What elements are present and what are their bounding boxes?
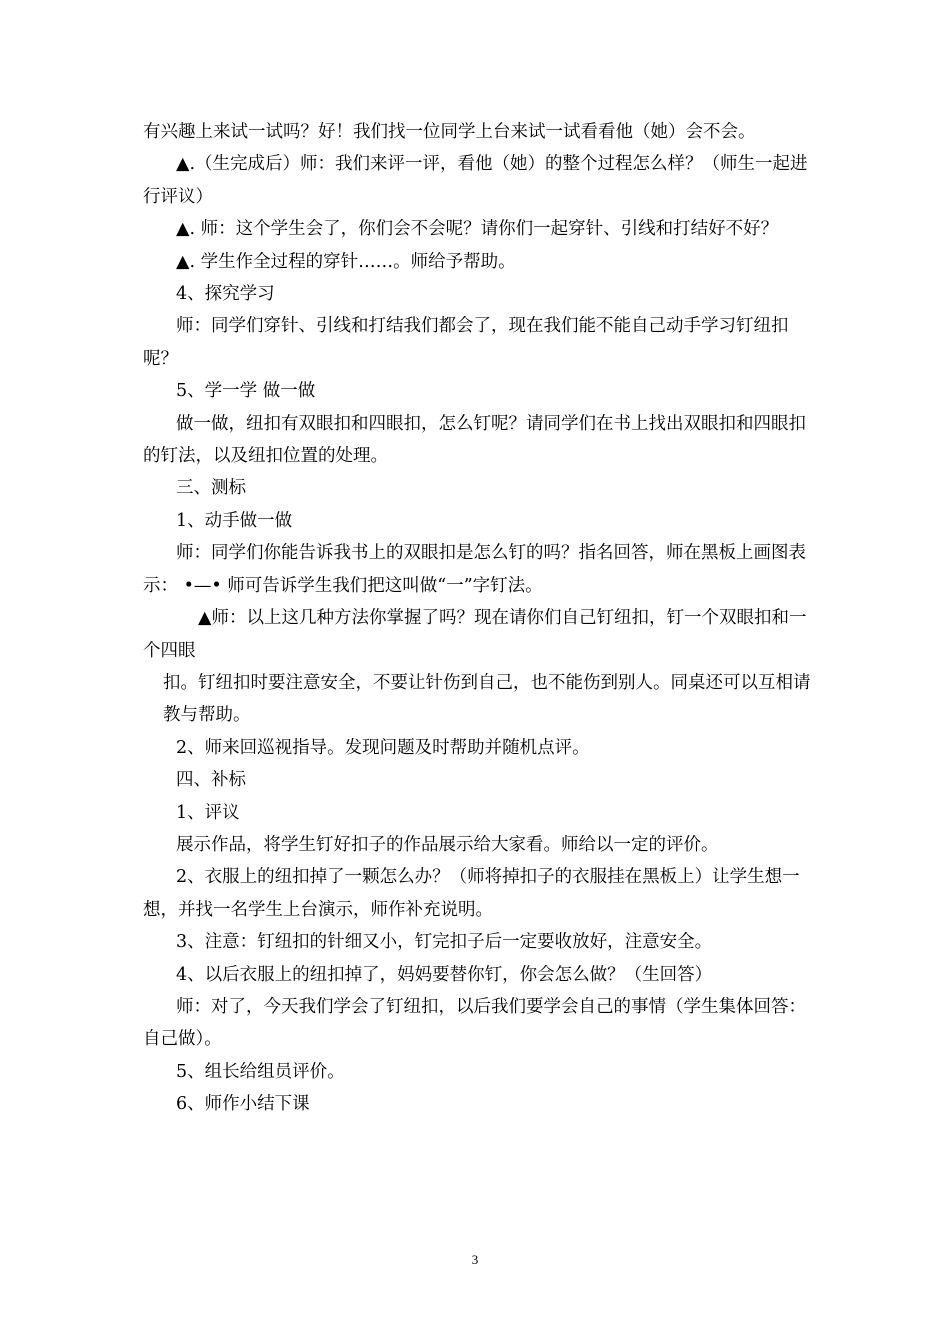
page-number: 3 [471,1252,479,1267]
document-body [143,116,811,1121]
heading-review: 1、评议 [176,802,240,823]
heading-section-three: 三、测标 [176,478,246,499]
heading-hands-on: 1、动手做一做 [176,510,293,531]
paragraph-explore: 师：同学们穿针、引线和打结我们都会了，现在我们能不能自己动手学习钉纽扣呢？ [143,316,789,369]
heading-explore: 4、探究学习 [176,284,275,305]
paragraph-conclusion: 师：对了，今天我们学会了钉纽扣，以后我们要学会自己的事情（学生集体回答：自己做）。 [143,996,806,1050]
paragraph-lost-button: 2、衣服上的纽扣掉了一颗怎么办？（师将掉扣子的衣服挂在黑板上）让学生想一想，并找一名学生上台演示，师作补充说明。 [143,867,800,920]
paragraph-needle-safety: 3、注意：钉纽扣的针细又小，钉完扣子后一定要收放好，注意安全。 [176,932,713,953]
heading-section-four: 四、补标 [176,770,246,791]
paragraph-threading-question: ▲. 师：这个学生会了，你们会不会呢？请你们一起穿针、引线和打结好不好？ [176,219,779,240]
paragraph-practice-instruction: ▲师：以上这几种方法你掌握了吗？现在请你们自己钉纽扣，钉一个双眼扣和一个四眼 [143,608,807,661]
heading-learn-do: 5、学一学 做一做 [176,381,316,402]
paragraph-show-works: 展示作品，将学生钉好扣子的作品展示给大家看。师给以一定的评价。 [176,834,719,855]
paragraph-teacher-guidance: 2、师来回巡视指导。发现问题及时帮助并随机点评。 [176,737,590,758]
paragraph-evaluate: ▲.（生完成后）师：我们来评一评，看他（她）的整个过程怎么样？（师生一起进行评议） [143,154,808,207]
paragraph-what-would-you-do: 4、以后衣服上的纽扣掉了，妈妈要替你钉，你会怎么做？（生回答） [176,964,713,985]
paragraph-group-evaluation: 5、组长给组员评价。 [176,1061,345,1082]
paragraph-summary: 6、师作小结下课 [176,1094,310,1115]
paragraph-student-practice: ▲. 学生作全过程的穿针……。师给予帮助。 [176,251,516,272]
paragraph-safety-note: 扣。钉纽扣时要注意安全，不要让针伤到自己，也不能伤到别人。同桌还可以互相请教与帮助。 [163,672,811,726]
paragraph-learn-do: 做一做，纽扣有双眼扣和四眼扣，怎么钉呢？请同学们在书上找出双眼扣和四眼扣的钉法，以及纽扣位置的处理。 [143,413,806,467]
paragraph-intro: 有兴趣上来试一试吗？好！我们找一位同学上台来试一试看看他（她）会不会。 [143,122,756,142]
paragraph-two-hole-button: 师：同学们你能告诉我书上的双眼扣是怎么钉的吗？指名回答，师在黑板上画图表示： •—• 师可告诉学生我们把这叫做“一”字钉法。 [143,543,806,596]
